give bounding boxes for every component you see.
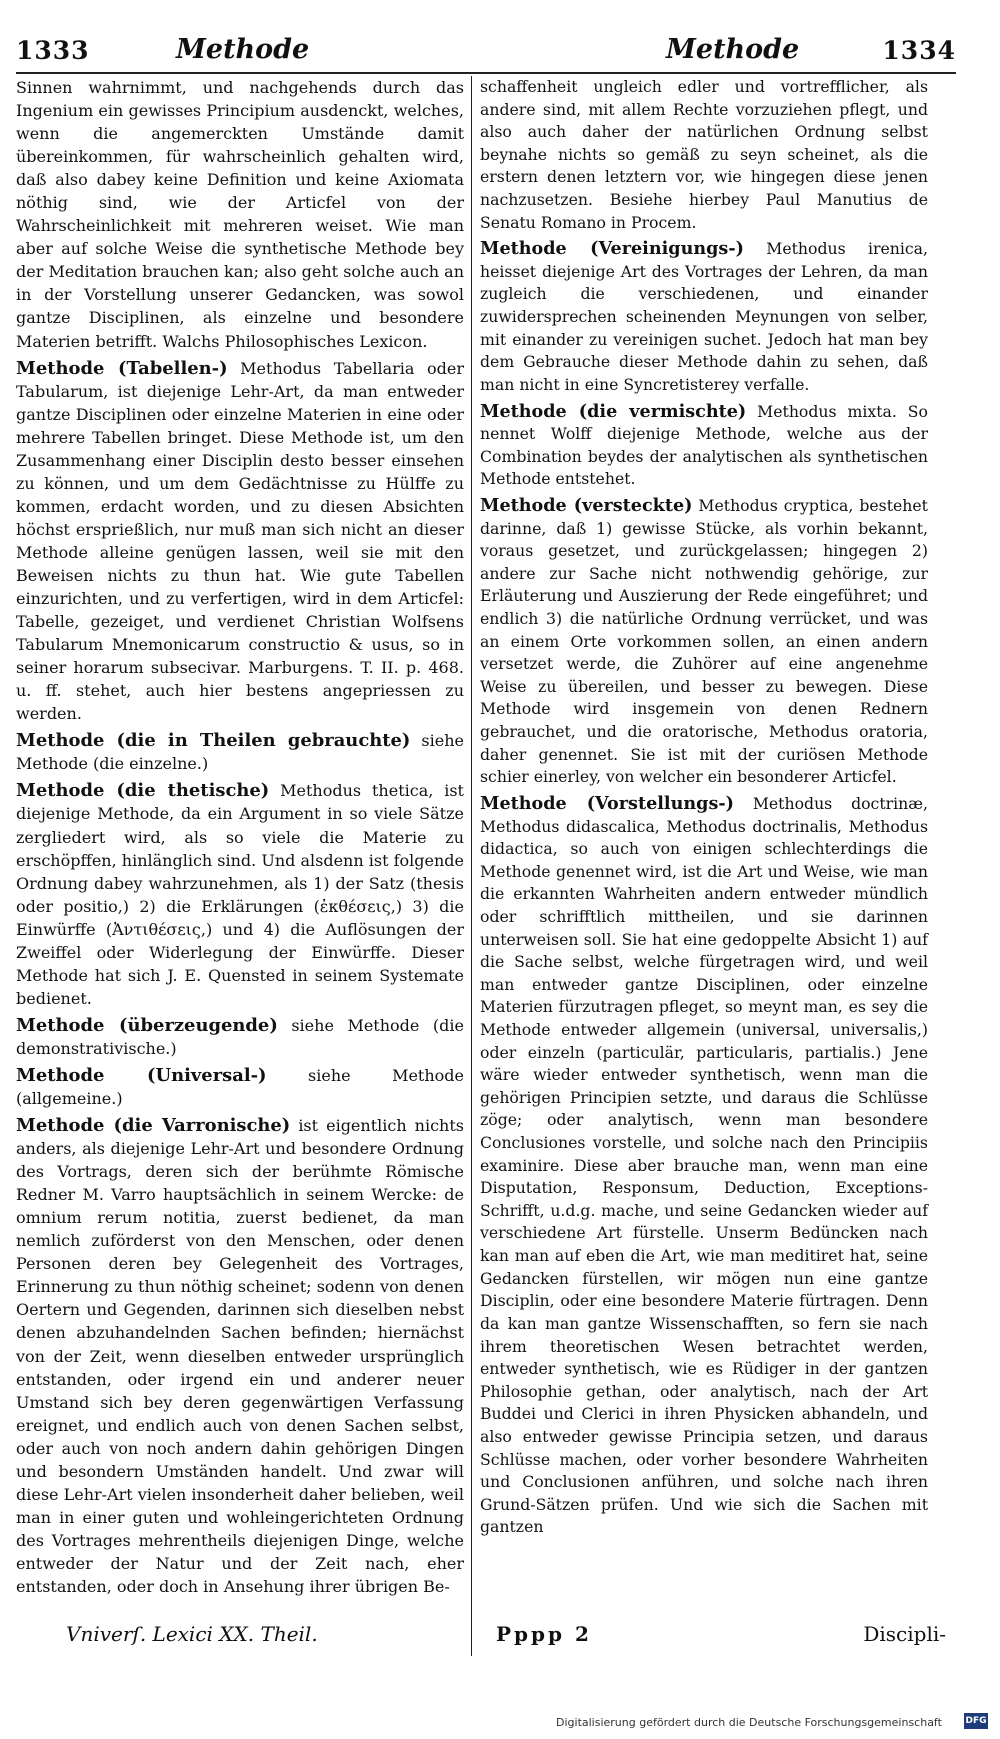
- entry-body: ist eigentlich nichts anders, als diejenige Lehr-Art und besondere Ordnung des Vortrags, deren sich der berühmte Römische Redner M. Varro hauptsächlich in seinem Wercke: de omnium rerum notitia, zuerst bedienet, da man nemlich zuförderst von den Menschen, oder denen Personen deren bey Gelegenheit des Vortrages, Erinnerung zu thun nöthig scheinet; sodenn von denen Oertern und Gegenden, darinnen sich dieselben nebst denen abzuhandelnden Sachen befinden; hiernächst von der Zeit, wenn dieselben entweder ursprünglich entstanden, oder irgend ein und anderer neuer Umstand sich bey deren gegenwärtigen Verfassung ereignet, und endlich auch von denen Sachen selbst, oder auch von noch andern dahin gehörigen Dingen und besondern Umständen handelt. Und zwar will diese Lehr-Art vielen insonderheit daher belieben, weil man in einer guten und wohleingerichteten Ordnung des Vortrages mehrentheils diejenigen Dinge, welche entweder der Natur und der Zeit nach, eher entstanden, oder doch in Ansehung ihrer übrigen Be-: [16, 1116, 464, 1596]
- entry-body: Methodus Tabellaria oder Tabularum, ist diejenige Lehr-Art, da man entweder gantze Disciplinen oder einzelne Materien in eine oder mehrere Tabellen bringet. Diese Methode ist, um den Zusammenhang einer Disciplin desto besser einsehen zu können, und um dem Gedächtnisse zu Hülffe zu kommen, erdacht worden, und zu diesen Absichten höchst ersprießlich, nur muß man sich nicht an dieser Methode alleine genügen lassen, weil sie mit den Beweisen nichts zu thun hat. Wie gute Tabellen einzurichten, und zu verfertigen, wird in dem Articfel: Tabelle, gezeiget, und verdienet Christian Wolfsens Tabularum Mnemonicarum constructio & usus, so in seiner horarum subsecivar. Marburgens. T. II. p. 468. u. ff. stehet, auch hier bestens angepriessen zu werden.: [16, 358, 464, 724]
- entry-body: siehe Methode (die einzelne.): [16, 731, 464, 774]
- entry: [16, 1064, 464, 1110]
- entry-head: Methode (Universal-): [16, 1064, 267, 1086]
- signature-mark: Pppp 2: [496, 1622, 592, 1646]
- entry: [16, 1014, 464, 1060]
- right-column: [480, 76, 928, 1543]
- digitization-credit: Digitalisierung gefördert durch die Deutsche Forschungsgemeinschaft: [556, 1716, 942, 1729]
- entry: [480, 793, 928, 1539]
- entry: [480, 495, 928, 789]
- entry-body: siehe Methode (allgemeine.): [16, 1065, 464, 1109]
- entry-head: Methode (die in Theilen gebrauchte): [16, 730, 411, 752]
- entry-head: Methode (Vorstellungs-): [480, 792, 734, 814]
- entry: [16, 1114, 464, 1598]
- entry: [480, 401, 928, 491]
- entry-body: Methodus doctrinæ, Methodus didascalica, Methodus doctrinalis, Methodus didactica, so auch von einigen schlechterdings die Methode genennet wird, ist die Art und Weise, wie man die erkannten Wahrheiten andern entweder mündlich oder schrifftlich mittheilen, und sie darinnen unterweisen soll. Sie hat eine gedoppelte Absicht 1) auf die Sache selbst, welche fürgetragen wird, und weil man entweder gantze Disciplinen, oder einzelne Materien fürzutragen pfleget, so meynt man, es sey die Methode entweder allgemein (universal, universalis,) oder einzeln (particulär, particularis, partialis.) Jene wäre wieder entweder synthetisch, wenn man die gehörigen Principien setzte, und daraus die Schlüsse zöge; oder analytisch, wenn man besondere Conclusiones vorstelle, und solche nach den Principiis examinire. Diese aber brauche man, wenn man eine Disputation, Responsum, Deduction, Exceptions-Schrifft, u.d.g. mache, und seine Gedancken wieder auf verschiedene Art fürstelle. Unserm Bedüncken nach kan man auf eben die Art, wie man meditiret hat, seine Gedancken fürstellen, wir mögen nun eine gantze Disciplin, oder eine besondere Materie fürtragen. Denn da kan man gantze Wissenschafften, so fern sie nach ihrem theoretischen Wesen betrachtet werden, entweder synthetisch, wie es Rüdiger in der gantzen Philosophie gethan, oder analytisch, nach der Art Buddei und Clerici in ihren Physicken abhandeln, und also entweder gewisse Principia setzen, und daraus Schlüsse machen, oder vorher besondere Wahrheiten und Conclusionen anführen, und solche nach ihren Grund-Sätzen prüfen. Und wie sich die Sachen mit gantzen: [480, 793, 928, 1537]
- entry-head: Methode (die Varronische): [16, 1115, 291, 1137]
- entry-head: Methode (die vermischte): [480, 400, 747, 422]
- left-page-number: 1333: [16, 36, 90, 65]
- page: [16, 36, 956, 1676]
- page-header: [16, 36, 956, 70]
- entry-body: Methodus thetica, ist diejenige Methode, da ein Argument in so viele Sätze zergliedert wird, als so viele die Materie zu erschöpffen, hinlänglich sind. Und alsdenn ist folgende Ordnung dabey wahrzunehmen, als 1) der Satz (thesis oder positio,) 2) die Erklärungen (ἐκθέσεις,) 3) die Einwürffe (Ἀντιθέσεις,) und 4) die Auflösungen der Zweiffel oder Widerlegung der Einwürffe. Dieser Methode hat sich J. E. Quensted in seinem Systemate bedienet.: [16, 781, 464, 1008]
- entry: [480, 238, 928, 396]
- entry: [16, 779, 464, 1009]
- header-rule: [16, 72, 956, 74]
- continuation-text: schaffenheit ungleich edler und vortrefflicher, als andere sind, mit allem Rechte vorzuziehen pflegt, und also auch daher der natürlichen Ordnung selbst beynahe nichts so gemäß zu seyn scheinet, als die erstern denen letztern vor, wie hingegen diese jenen nachzusetzen. Besiehe hierbey Paul Manutius de Senatu Romano in Procem.: [480, 77, 928, 232]
- catchword: Discipli-: [863, 1622, 946, 1646]
- dfg-logo: DFG: [964, 1713, 988, 1729]
- entry-body: Methodus irenica, heisset diejenige Art des Vortrages der Lehren, da man zugleich die verschiedenen, und einander zuwidersprechen scheinenden Meynungen von selber, mit einander zu vereinigen suchet. Jedoch hat man bey dem Gebrauche dieser Methode dahin zu sehen, daß man nicht in eine Syncretisterey verfalle.: [480, 239, 928, 394]
- continuation-text: Sinnen wahrnimmt, und nachgehends durch das Ingenium ein gewisses Principium ausdenckt, welches, wenn die angemerckten Umstände damit übereinkommen, für wahrscheinlich gehalten wird, daß also dabey keine Definition und keine Axiomata nöthig sind, wie der Articfel von der Wahrscheinlichkeit mit mehreren weiset. Wie man aber auf solche Weise die synthetische Methode bey der Meditation brauchen kan; also geht solche auch an in der Vorstellung unserer Gedancken, was sowol gantze Disciplinen, als einzelne und besondere Materien betrifft. Walchs Philosophisches Lexicon.: [16, 78, 465, 351]
- entry-body: Methodus mixta. So nennet Wolff diejenige Methode, welche aus der Combination beydes der analytischen als synthetischen Methode entstehet.: [480, 401, 928, 489]
- left-column: [16, 76, 464, 1602]
- left-running-title: Methode: [176, 34, 310, 65]
- entry-body: siehe Methode (die demonstrativische.): [16, 1015, 464, 1058]
- entry-head: Methode (die thetische): [16, 780, 270, 802]
- column-divider: [471, 76, 472, 1656]
- entry-head: Methode (Vereinigungs-): [480, 238, 744, 260]
- entry-head: Methode (versteckte): [480, 494, 693, 516]
- entry-head: Methode (Tabellen-): [16, 357, 228, 379]
- entry: [16, 729, 464, 775]
- entry-head: Methode (überzeugende): [16, 1014, 278, 1036]
- entry-body: Methodus cryptica, bestehet darinne, daß 1) gewisse Stücke, als vorhin bekannt, voraus gesetzet, und zurückgelassen; hingegen 2) andere zur Sache nicht nothwendig gehörige, zur Erläuterung und Auszierung der Rede eingeführet; und endlich 3) die natürliche Ordnung verrücket, und was an einem Orte vorkommen sollen, an einen andern versetzet werde, die Zuhörer auf eine angenehme Weise zu übereilen, und besser zu bewegen. Diese Methode wird insgemein von denen Rednern gebrauchet, und die oratorische, Methodus oratoria, daher genennet. Sie ist mit der curiösen Methode schier einerley, von welcher ein besonderer Articfel.: [480, 495, 928, 787]
- volume-line: Vniverſ. Lexici XX. Theil.: [66, 1622, 318, 1646]
- right-running-title: Methode: [666, 34, 800, 65]
- entry: [16, 357, 464, 726]
- right-page-number: 1334: [882, 36, 956, 65]
